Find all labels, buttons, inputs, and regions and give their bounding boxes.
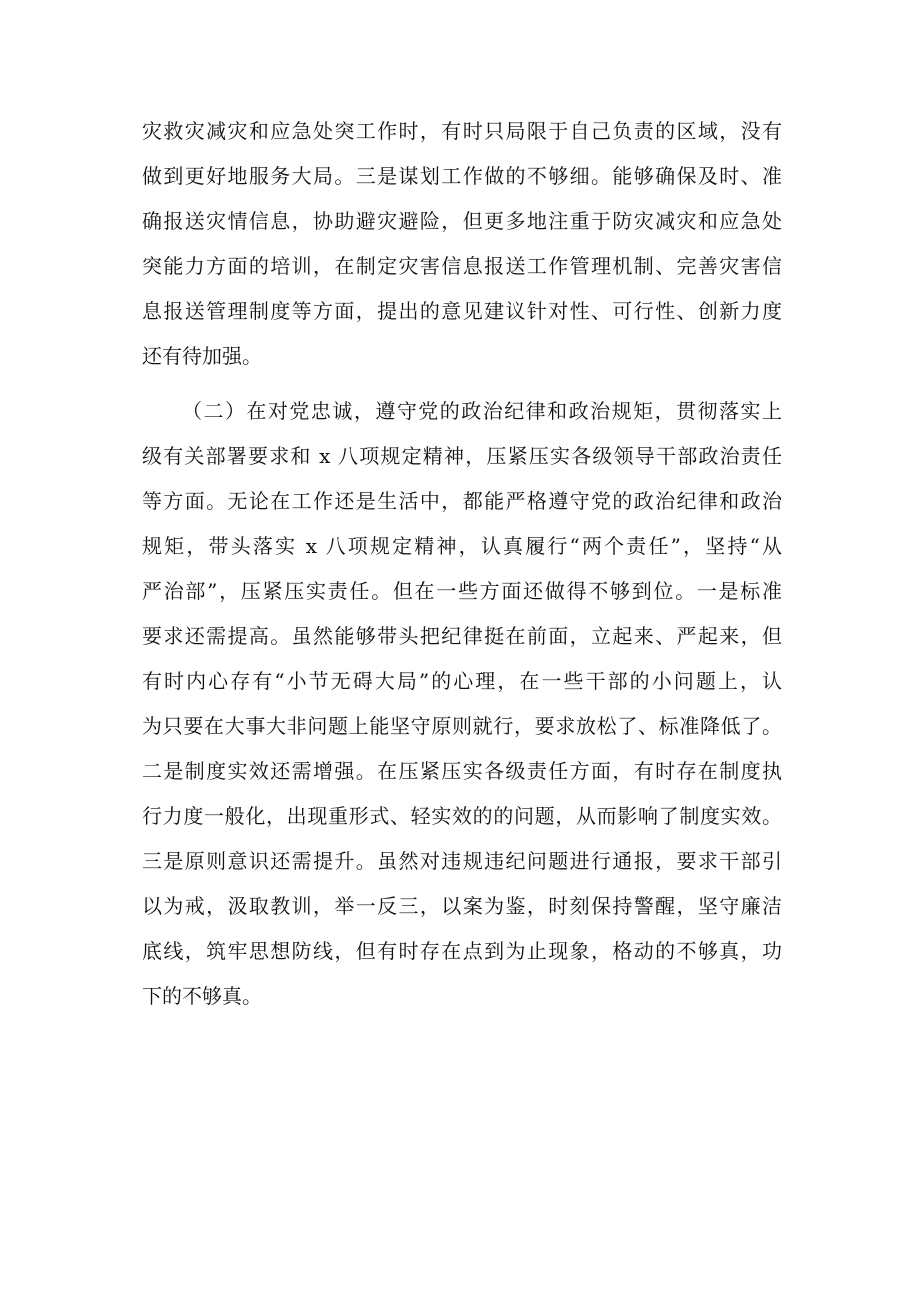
paragraph-2-line: 底线，筑牢思想防线，但有时存在点到为止现象，格动的不够真，功 <box>142 939 782 963</box>
paragraph-1 <box>142 109 782 379</box>
paragraph-2-line: 下的不够真。 <box>142 984 262 1008</box>
paragraph-1-line: 做到更好地服务大局。三是谋划工作做的不够细。能够确保及时、准 <box>142 164 782 188</box>
paragraph-2-line: 等方面。无论在工作还是生活中，都能严格遵守党的政治纪律和政治 <box>142 489 782 513</box>
paragraph-2-line: 以为戒，汲取教训，举一反三，以案为鉴，时刻保持警醒，坚守廉洁 <box>142 894 782 918</box>
paragraph-2-line: 级有关部署要求和 x 八项规定精神，压紧压实各级领导干部政治责任 <box>142 444 782 468</box>
paragraph-2-line: 规矩，带头落实 x 八项规定精神，认真履行“两个责任”，坚持“从 <box>142 534 782 558</box>
paragraph-1-line: 确报送灾情信息，协助避灾避险，但更多地注重于防灾减灾和应急处 <box>142 209 782 233</box>
paragraph-1-line: 突能力方面的培训，在制定灾害信息报送工作管理机制、完善灾害信 <box>142 254 782 278</box>
paragraph-1-line: 灾救灾减灾和应急处突工作时，有时只局限于自己负责的区域，没有 <box>142 119 782 143</box>
paragraph-2-line: 要求还需提高。虽然能够带头把纪律挺在前面，立起来、严起来，但 <box>142 624 782 648</box>
paragraph-2 <box>142 389 782 1019</box>
paragraph-2-line: 行力度一般化，出现重形式、轻实效的的问题，从而影响了制度实效。 <box>142 804 782 828</box>
paragraph-1-line: 息报送管理制度等方面，提出的意见建议针对性、可行性、创新力度 <box>142 299 782 323</box>
paragraph-2-first-line: （二）在对党忠诚，遵守党的政治纪律和政治规矩，贯彻落实上 <box>182 399 782 423</box>
paragraph-2-line: 有时内心存有“小节无碍大局”的心理，在一些干部的小问题上，认 <box>142 669 782 693</box>
paragraph-2-line: 二是制度实效还需增强。在压紧压实各级责任方面，有时存在制度执 <box>142 759 782 783</box>
paragraph-2-line: 三是原则意识还需提升。虽然对违规违纪问题进行通报，要求干部引 <box>142 849 782 873</box>
paragraph-2-line: 严治部”，压紧压实责任。但在一些方面还做得不够到位。一是标准 <box>142 579 782 603</box>
paragraph-2-line: 为只要在大事大非问题上能坚守原则就行，要求放松了、标准降低了。 <box>142 714 782 738</box>
paragraph-1-line: 还有待加强。 <box>142 344 262 368</box>
